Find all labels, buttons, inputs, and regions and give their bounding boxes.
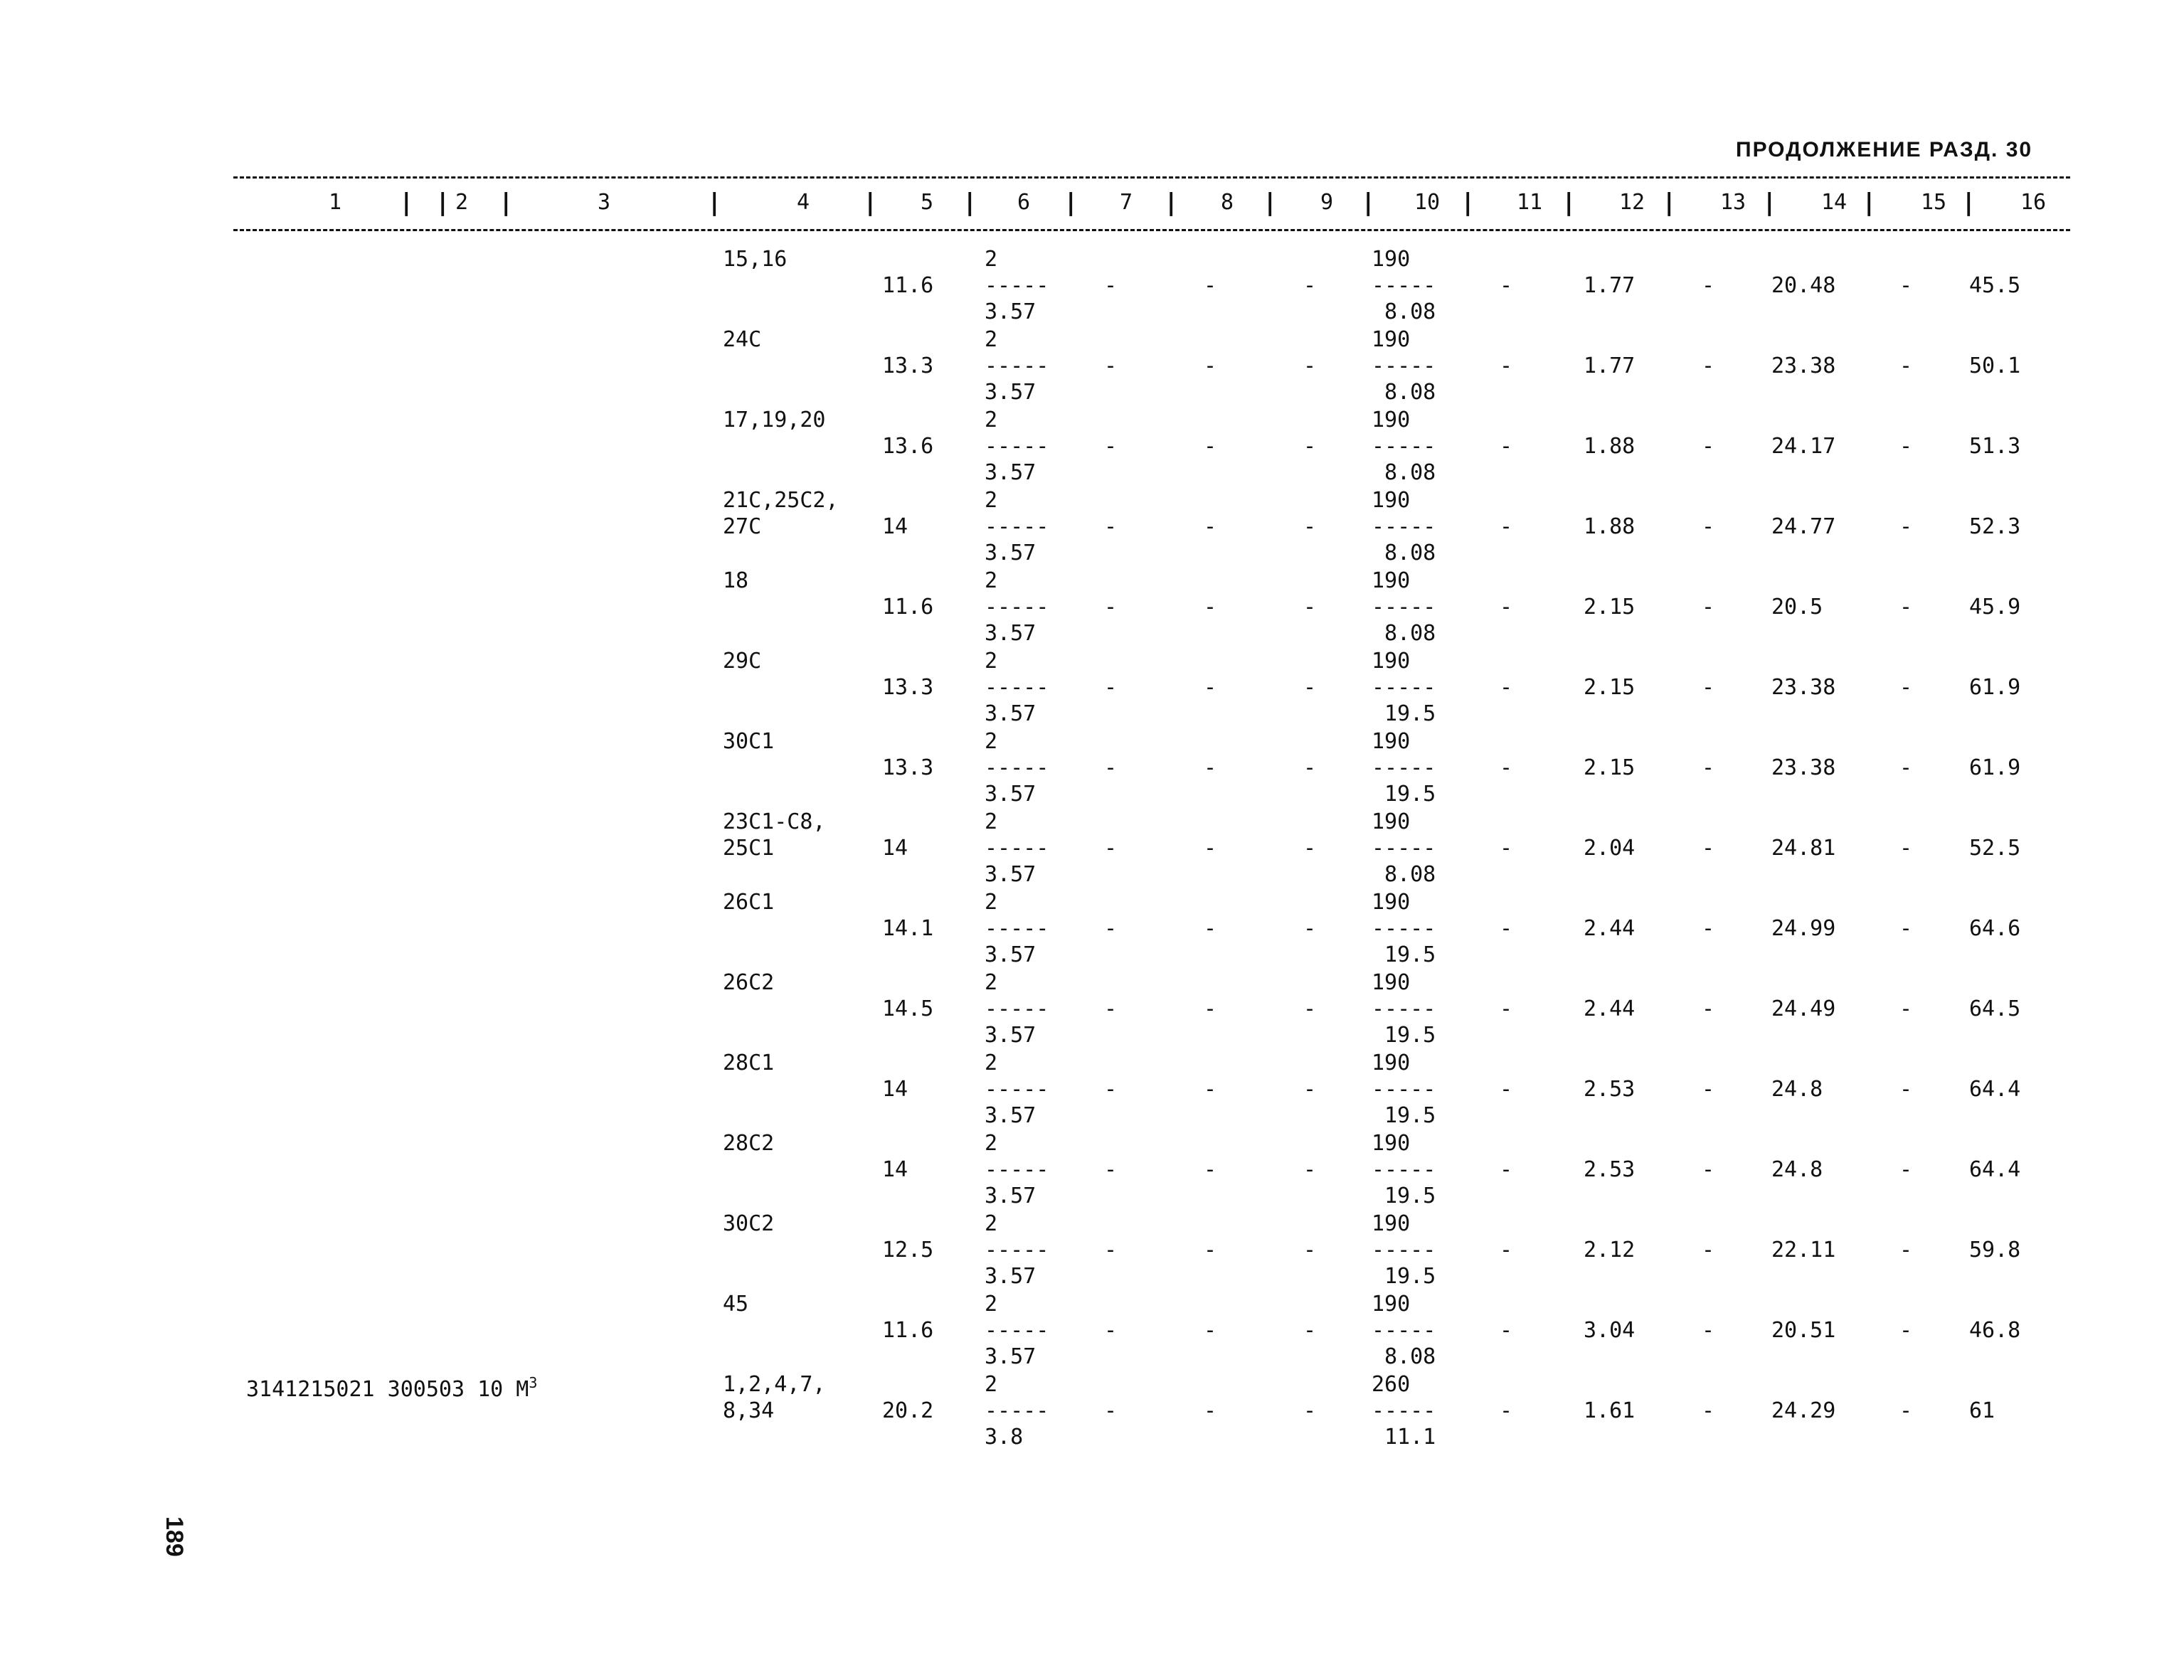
cell-col10: -----: [1372, 595, 1436, 620]
cell-col14: 23.38: [1771, 353, 1836, 378]
cell-col8: -: [1204, 514, 1217, 539]
cell-col6: -----: [985, 916, 1049, 941]
cell-col13: -: [1702, 514, 1715, 539]
cell-col7: -: [1104, 514, 1118, 539]
cell-col10: -----: [1372, 353, 1436, 378]
cell-col6: 2: [985, 1131, 998, 1156]
cell-col10: -----: [1372, 675, 1436, 700]
cell-col9: -: [1303, 675, 1317, 700]
cell-col6: 3.57: [985, 299, 1037, 324]
cell-col7: -: [1104, 1398, 1118, 1423]
cell-col9: -: [1303, 595, 1317, 620]
column-header-13: 13: [1720, 190, 1746, 215]
cell-col10: 8.08: [1384, 1344, 1436, 1369]
cell-col12: 2.15: [1584, 675, 1636, 700]
cell-col4: 26C1: [723, 890, 775, 915]
column-separator: |: [399, 188, 414, 217]
cell-col4: 18: [723, 568, 749, 593]
column-separator: |: [435, 188, 450, 217]
table-top-rule: [233, 176, 2070, 179]
cell-col6: -----: [985, 1077, 1049, 1102]
cell-col6: 3.57: [985, 862, 1037, 887]
cell-col11: -: [1500, 514, 1513, 539]
cell-col6: -----: [985, 514, 1049, 539]
cell-col14: 20.5: [1771, 595, 1823, 620]
cell-col16: 52.3: [1969, 514, 2021, 539]
cell-col13: -: [1702, 1238, 1715, 1262]
column-separator: |: [1762, 188, 1777, 217]
cell-col8: -: [1204, 353, 1217, 378]
cell-col6: 2: [985, 649, 998, 674]
cell-col6: 3.57: [985, 782, 1037, 807]
column-separator: |: [1361, 188, 1376, 217]
cell-col10: 190: [1372, 1131, 1411, 1156]
cell-col5: 14: [882, 836, 908, 861]
cell-col13: -: [1702, 996, 1715, 1021]
cell-col7: -: [1104, 1238, 1118, 1262]
cell-col14: 24.81: [1771, 836, 1836, 861]
cell-col5: 11.6: [882, 273, 934, 298]
cell-col9: -: [1303, 273, 1317, 298]
cell-col15: -: [1899, 353, 1913, 378]
cell-col9: -: [1303, 514, 1317, 539]
column-separator: |: [1164, 188, 1179, 217]
cell-col11: -: [1500, 595, 1513, 620]
cell-col7: -: [1104, 675, 1118, 700]
cell-col16: 64.6: [1969, 916, 2021, 941]
cell-col13: -: [1702, 1318, 1715, 1343]
cell-col10: -----: [1372, 1238, 1436, 1262]
cell-col16: 59.8: [1969, 1238, 2021, 1262]
cell-col8: -: [1204, 434, 1217, 459]
cell-col6: -----: [985, 273, 1049, 298]
cell-col5: 13.3: [882, 353, 934, 378]
column-header-8: 8: [1221, 190, 1234, 215]
cell-col10: -----: [1372, 1157, 1436, 1182]
cell-col12: 1.61: [1584, 1398, 1636, 1423]
cell-col10: 19.5: [1384, 1264, 1436, 1289]
cell-col13: -: [1702, 1077, 1715, 1102]
cell-col6: 2: [985, 1372, 998, 1397]
cell-col6: 3.57: [985, 701, 1037, 726]
column-separator: |: [707, 188, 722, 217]
cell-col11: -: [1500, 353, 1513, 378]
page-number: 189: [161, 1516, 188, 1557]
cell-col8: -: [1204, 1238, 1217, 1262]
cell-col6: -----: [985, 1157, 1049, 1182]
column-header-14: 14: [1821, 190, 1848, 215]
cell-col5: 14: [882, 1077, 908, 1102]
cell-col4: 30C2: [723, 1211, 775, 1236]
column-header-10: 10: [1414, 190, 1441, 215]
cell-col10: 11.1: [1384, 1425, 1436, 1450]
cell-col12: 2.44: [1584, 916, 1636, 941]
cell-col12: 1.77: [1584, 353, 1636, 378]
cell-col10: 8.08: [1384, 862, 1436, 887]
cell-col5: 20.2: [882, 1398, 934, 1423]
cell-col16: 46.8: [1969, 1318, 2021, 1343]
cell-col13: -: [1702, 675, 1715, 700]
cell-col6: 3.57: [985, 1103, 1037, 1128]
cell-col13: -: [1702, 916, 1715, 941]
cell-col7: -: [1104, 434, 1118, 459]
cell-col12: 2.15: [1584, 595, 1636, 620]
cell-col16: 52.5: [1969, 836, 2021, 861]
cell-col10: -----: [1372, 1077, 1436, 1102]
cell-col14: 24.17: [1771, 434, 1836, 459]
cell-col14: 22.11: [1771, 1238, 1836, 1262]
cell-col13: -: [1702, 1157, 1715, 1182]
cell-col10: 190: [1372, 1051, 1411, 1075]
cell-col4: 24C: [723, 327, 762, 352]
cell-col7: -: [1104, 353, 1118, 378]
cell-col6: 3.57: [985, 541, 1037, 565]
cell-col6: 3.57: [985, 1264, 1037, 1289]
cell-col9: -: [1303, 755, 1317, 780]
cell-col8: -: [1204, 916, 1217, 941]
cell-col7: -: [1104, 1318, 1118, 1343]
cell-col10: -----: [1372, 434, 1436, 459]
cell-col13: -: [1702, 434, 1715, 459]
cell-col15: -: [1899, 434, 1913, 459]
cell-col10: 8.08: [1384, 299, 1436, 324]
cell-col4: 25C1: [723, 836, 775, 861]
cell-col11: -: [1500, 916, 1513, 941]
cell-col14: 20.48: [1771, 273, 1836, 298]
column-header-1: 1: [329, 190, 342, 215]
cell-col10: 190: [1372, 1211, 1411, 1236]
cell-col9: -: [1303, 353, 1317, 378]
cell-col11: -: [1500, 755, 1513, 780]
cell-col16: 61: [1969, 1398, 1995, 1423]
cell-col10: 19.5: [1384, 1103, 1436, 1128]
cell-col11: -: [1500, 675, 1513, 700]
cell-col10: 190: [1372, 488, 1411, 513]
cell-col14: 20.51: [1771, 1318, 1836, 1343]
cell-col8: -: [1204, 273, 1217, 298]
cell-col16: 64.4: [1969, 1077, 2021, 1102]
cell-col8: -: [1204, 996, 1217, 1021]
cell-col10: 19.5: [1384, 1184, 1436, 1208]
cell-col4: 26C2: [723, 970, 775, 995]
cell-col6: 3.8: [985, 1425, 1024, 1450]
column-header-3: 3: [598, 190, 611, 215]
cell-col12: 2.44: [1584, 996, 1636, 1021]
cell-col14: 24.49: [1771, 996, 1836, 1021]
column-separator: |: [863, 188, 878, 217]
cell-col10: -----: [1372, 1398, 1436, 1423]
cell-col11: -: [1500, 273, 1513, 298]
cell-col16: 45.9: [1969, 595, 2021, 620]
column-header-2: 2: [455, 190, 469, 215]
cell-col6: 3.57: [985, 942, 1037, 967]
cell-col6: -----: [985, 1238, 1049, 1262]
cell-col10: 190: [1372, 1292, 1411, 1317]
cell-col6: -----: [985, 434, 1049, 459]
cell-col6: 2: [985, 729, 998, 754]
cell-col10: 8.08: [1384, 460, 1436, 485]
cell-col10: 190: [1372, 408, 1411, 432]
cell-col6: 2: [985, 408, 998, 432]
cell-col12: 2.15: [1584, 755, 1636, 780]
cell-col6: 3.57: [985, 1023, 1037, 1048]
cell-col10: 8.08: [1384, 380, 1436, 405]
cell-col8: -: [1204, 1398, 1217, 1423]
cell-col7: -: [1104, 836, 1118, 861]
cell-col5: 13.3: [882, 675, 934, 700]
cell-col15: -: [1899, 1077, 1913, 1102]
cell-col8: -: [1204, 1077, 1217, 1102]
cell-col16: 45.5: [1969, 273, 2021, 298]
cell-col15: -: [1899, 1238, 1913, 1262]
cell-col4: 23C1-C8,: [723, 809, 826, 834]
cell-col7: -: [1104, 273, 1118, 298]
cell-col16: 61.9: [1969, 675, 2021, 700]
cell-col10: -----: [1372, 273, 1436, 298]
cell-col5: 12.5: [882, 1238, 934, 1262]
cell-col9: -: [1303, 916, 1317, 941]
cell-col5: 14.1: [882, 916, 934, 941]
cell-col10: 190: [1372, 247, 1411, 272]
cell-col4: 8,34: [723, 1398, 775, 1423]
column-separator: |: [1562, 188, 1576, 217]
cell-col6: 3.57: [985, 380, 1037, 405]
cell-col9: -: [1303, 836, 1317, 861]
cell-col15: -: [1899, 1398, 1913, 1423]
cell-col6: -----: [985, 755, 1049, 780]
cell-col13: -: [1702, 836, 1715, 861]
cell-col5: 11.6: [882, 595, 934, 620]
cell-col15: -: [1899, 1157, 1913, 1182]
cell-col9: -: [1303, 1398, 1317, 1423]
column-separator: |: [1862, 188, 1877, 217]
cell-col14: 24.8: [1771, 1157, 1823, 1182]
cell-col16: 51.3: [1969, 434, 2021, 459]
cell-col15: -: [1899, 916, 1913, 941]
column-separator: |: [1961, 188, 1976, 217]
cell-col15: -: [1899, 996, 1913, 1021]
cell-col12: 3.04: [1584, 1318, 1636, 1343]
cell-col10: -----: [1372, 514, 1436, 539]
cell-col9: -: [1303, 996, 1317, 1021]
cell-col11: -: [1500, 1157, 1513, 1182]
cell-col5: 14: [882, 1157, 908, 1182]
cell-col14: 24.99: [1771, 916, 1836, 941]
cell-col10: 8.08: [1384, 621, 1436, 646]
cell-col6: -----: [985, 675, 1049, 700]
cell-col14: 23.38: [1771, 675, 1836, 700]
cell-col6: -----: [985, 996, 1049, 1021]
cell-col7: -: [1104, 916, 1118, 941]
column-header-11: 11: [1517, 190, 1543, 215]
cell-col6: 2: [985, 1211, 998, 1236]
cell-col10: 8.08: [1384, 541, 1436, 565]
column-header-6: 6: [1017, 190, 1031, 215]
cell-col5: 11.6: [882, 1318, 934, 1343]
cell-col10: 190: [1372, 327, 1411, 352]
cell-col13: -: [1702, 755, 1715, 780]
cell-col7: -: [1104, 1077, 1118, 1102]
cell-col14: 24.77: [1771, 514, 1836, 539]
cell-col4: 21C,25C2,: [723, 488, 839, 513]
cell-col10: -----: [1372, 755, 1436, 780]
cell-col9: -: [1303, 1238, 1317, 1262]
cell-col10: 190: [1372, 729, 1411, 754]
cell-col4: 15,16: [723, 247, 788, 272]
cell-col7: -: [1104, 1157, 1118, 1182]
cell-col16: 64.4: [1969, 1157, 2021, 1182]
cell-col11: -: [1500, 1318, 1513, 1343]
column-header-4: 4: [797, 190, 810, 215]
cell-col13: -: [1702, 273, 1715, 298]
cell-col4: 27C: [723, 514, 762, 539]
cell-col8: -: [1204, 1318, 1217, 1343]
cell-col8: -: [1204, 1157, 1217, 1182]
cell-col8: -: [1204, 836, 1217, 861]
cell-col6: 2: [985, 247, 998, 272]
cell-col9: -: [1303, 1077, 1317, 1102]
cell-col6: 2: [985, 1292, 998, 1317]
cell-col10: 190: [1372, 568, 1411, 593]
cell-col14: 24.8: [1771, 1077, 1823, 1102]
cell-col6: 2: [985, 890, 998, 915]
cell-col16: 50.1: [1969, 353, 2021, 378]
cell-col6: 2: [985, 327, 998, 352]
column-separator: |: [499, 188, 514, 217]
cell-col15: -: [1899, 755, 1913, 780]
cell-col12: 2.53: [1584, 1157, 1636, 1182]
cell-col6: -----: [985, 353, 1049, 378]
cell-col10: -----: [1372, 996, 1436, 1021]
continuation-title: ПРОДОЛЖЕНИЕ РАЗД. 30: [1736, 138, 2033, 161]
cell-col16: 64.5: [1969, 996, 2021, 1021]
cell-col4: 28C1: [723, 1051, 775, 1075]
cell-col6: 3.57: [985, 621, 1037, 646]
cell-col6: 2: [985, 488, 998, 513]
cell-col12: 2.53: [1584, 1077, 1636, 1102]
cell-col8: -: [1204, 675, 1217, 700]
cell-col13: -: [1702, 353, 1715, 378]
cell-col15: -: [1899, 1318, 1913, 1343]
cell-col12: 1.77: [1584, 273, 1636, 298]
cell-col10: -----: [1372, 916, 1436, 941]
cell-col5: 13.3: [882, 755, 934, 780]
cell-col8: -: [1204, 755, 1217, 780]
cell-col14: 24.29: [1771, 1398, 1836, 1423]
cell-col12: 2.04: [1584, 836, 1636, 861]
cell-col4: 17,19,20: [723, 408, 826, 432]
cell-col7: -: [1104, 996, 1118, 1021]
cell-col6: 2: [985, 809, 998, 834]
column-separator: |: [963, 188, 977, 217]
cell-col6: -----: [985, 836, 1049, 861]
column-header-15: 15: [1921, 190, 1947, 215]
cell-col10: 19.5: [1384, 942, 1436, 967]
cell-col6: -----: [985, 1398, 1049, 1423]
column-separator: |: [1064, 188, 1078, 217]
cell-col6: 3.57: [985, 1344, 1037, 1369]
cell-col14: 23.38: [1771, 755, 1836, 780]
cell-col10: 190: [1372, 890, 1411, 915]
cell-col15: -: [1899, 595, 1913, 620]
cell-col9: -: [1303, 1157, 1317, 1182]
cell-col11: -: [1500, 996, 1513, 1021]
cell-col9: -: [1303, 434, 1317, 459]
column-header-7: 7: [1120, 190, 1133, 215]
cell-col10: 260: [1372, 1372, 1411, 1397]
header-bottom-rule: [233, 229, 2070, 231]
cell-col4: 45: [723, 1292, 749, 1317]
cell-col4: 30C1: [723, 729, 775, 754]
cell-col11: -: [1500, 1077, 1513, 1102]
cell-col9: -: [1303, 1318, 1317, 1343]
cell-col13: -: [1702, 1398, 1715, 1423]
column-separator: |: [1263, 188, 1278, 217]
cell-col4: 29C: [723, 649, 762, 674]
cell-col7: -: [1104, 595, 1118, 620]
cell-col6: -----: [985, 595, 1049, 620]
cell-col12: 2.12: [1584, 1238, 1636, 1262]
cell-col6: 2: [985, 1051, 998, 1075]
cell-col5: 14.5: [882, 996, 934, 1021]
column-separator: |: [1461, 188, 1475, 217]
row-code-cell: [246, 1376, 537, 1400]
cell-col11: -: [1500, 1398, 1513, 1423]
cell-col10: -----: [1372, 1318, 1436, 1343]
unit-superscript: 3: [529, 1374, 538, 1391]
cell-col6: -----: [985, 1318, 1049, 1343]
cell-col6: 2: [985, 568, 998, 593]
cell-col10: 190: [1372, 649, 1411, 674]
cell-col6: 3.57: [985, 1184, 1037, 1208]
cell-col4: 1,2,4,7,: [723, 1372, 826, 1397]
cell-col13: -: [1702, 595, 1715, 620]
cell-col6: 3.57: [985, 460, 1037, 485]
cell-col10: 190: [1372, 809, 1411, 834]
cell-col10: 19.5: [1384, 782, 1436, 807]
column-separator: |: [1662, 188, 1677, 217]
column-header-9: 9: [1320, 190, 1334, 215]
cell-col10: 19.5: [1384, 701, 1436, 726]
cell-col12: 1.88: [1584, 514, 1636, 539]
cell-col11: -: [1500, 434, 1513, 459]
column-header-16: 16: [2020, 190, 2047, 215]
cell-col8: -: [1204, 595, 1217, 620]
cell-col5: 13.6: [882, 434, 934, 459]
cell-col6: 2: [985, 970, 998, 995]
cell-col15: -: [1899, 836, 1913, 861]
cell-col12: 1.88: [1584, 434, 1636, 459]
cell-col11: -: [1500, 836, 1513, 861]
cell-col16: 61.9: [1969, 755, 2021, 780]
cell-col10: -----: [1372, 836, 1436, 861]
cell-col15: -: [1899, 514, 1913, 539]
cell-col4: 28C2: [723, 1131, 775, 1156]
cell-col5: 14: [882, 514, 908, 539]
cell-col15: -: [1899, 273, 1913, 298]
cell-col11: -: [1500, 1238, 1513, 1262]
column-header-5: 5: [921, 190, 934, 215]
column-header-12: 12: [1619, 190, 1645, 215]
row-code-text: 3141215021 300503 10 М: [246, 1377, 529, 1402]
cell-col10: 19.5: [1384, 1023, 1436, 1048]
cell-col7: -: [1104, 755, 1118, 780]
cell-col15: -: [1899, 675, 1913, 700]
cell-col10: 190: [1372, 970, 1411, 995]
